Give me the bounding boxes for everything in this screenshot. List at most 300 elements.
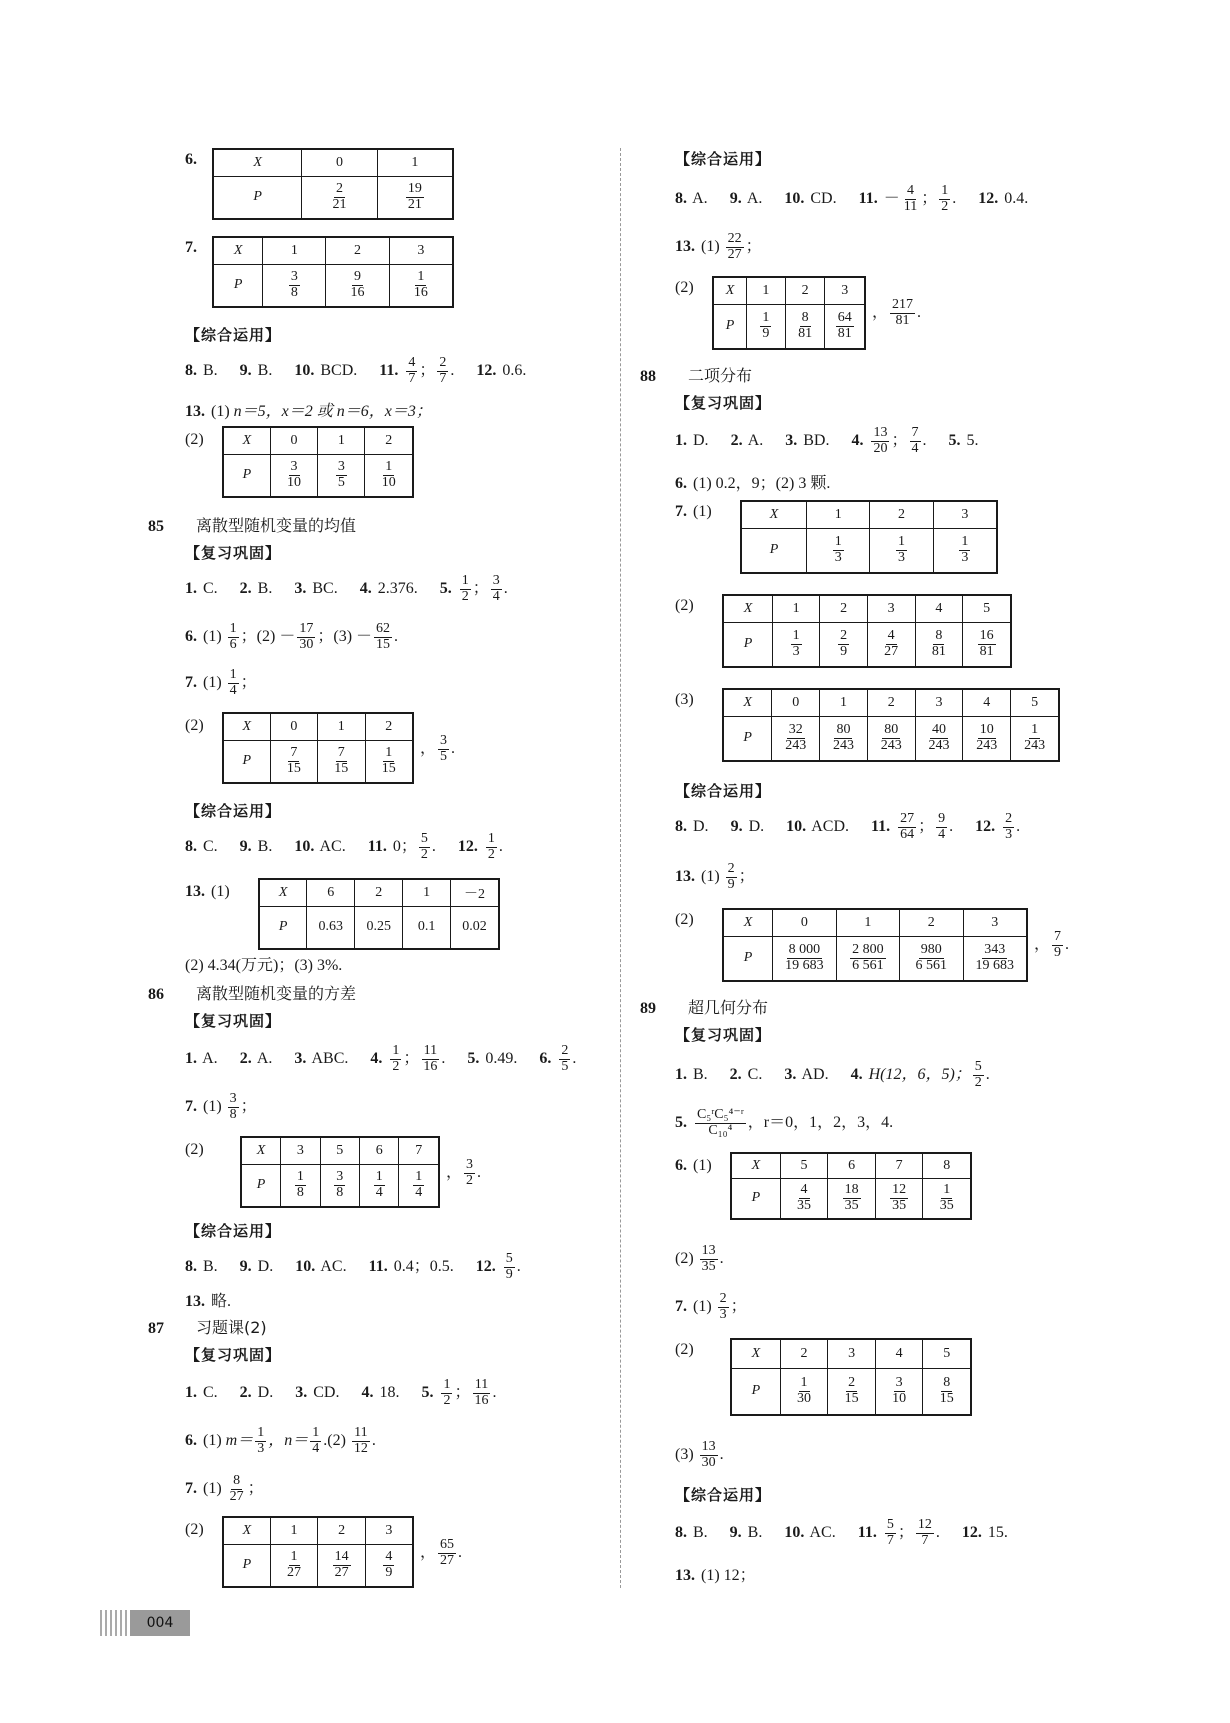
cell-p — [828, 1178, 876, 1219]
column-divider — [620, 148, 621, 1588]
frac-den: 243 — [928, 737, 950, 753]
frac-num: 5 — [974, 1059, 982, 1074]
table-t88-13 — [722, 908, 1028, 982]
frac-num: 3 — [290, 269, 298, 285]
label-85-p2: (2) — [185, 717, 204, 734]
cell-x: 5 — [780, 1153, 828, 1178]
row-p — [213, 176, 453, 219]
frac-num: 1 — [762, 310, 770, 326]
cell-p — [365, 1544, 413, 1587]
frac-den: 16 — [350, 284, 365, 300]
fraction — [838, 629, 849, 659]
cell-p: 0.1 — [403, 906, 451, 949]
heading-zonghe: 【综合运用】 — [185, 326, 282, 344]
cell-p — [318, 454, 365, 497]
cell-p — [915, 622, 963, 667]
frac-num: 1 — [312, 1425, 320, 1440]
cell-x: 0 — [302, 149, 377, 176]
cell-x: 0 — [773, 909, 836, 936]
fraction — [882, 629, 900, 659]
table-t88-7c — [722, 688, 1060, 762]
frac-den: 16 — [474, 1392, 489, 1408]
fraction — [833, 535, 844, 565]
cell-x: 6 — [828, 1153, 876, 1178]
cell-x: 1 — [318, 427, 365, 454]
frac-den: 243 — [1024, 737, 1046, 753]
cell-p — [915, 716, 963, 761]
fraction — [413, 1170, 424, 1200]
fraction — [333, 1550, 351, 1580]
fraction — [331, 182, 349, 212]
cell-x: 2 — [355, 879, 403, 906]
label-89-7-p2: (2) — [675, 1341, 694, 1358]
row-p — [223, 740, 413, 783]
frac-den: 8 — [290, 284, 298, 300]
frac-den: 2 — [461, 588, 469, 604]
cell-x: 3 — [867, 595, 915, 622]
cell-p — [365, 454, 413, 497]
frac-num: 17 — [299, 621, 314, 636]
frac-num: 343 — [984, 942, 1006, 958]
table-t13 — [222, 426, 414, 498]
cell-p — [270, 740, 317, 783]
frac-num: 1 — [257, 1425, 265, 1440]
frac-den: 81 — [798, 325, 813, 341]
row-x — [241, 1137, 439, 1164]
fraction — [978, 629, 996, 659]
row-p — [223, 454, 413, 497]
header-p: P — [723, 716, 772, 761]
frac-den: 21 — [332, 196, 347, 212]
header-x: X — [223, 427, 270, 454]
fraction — [896, 535, 907, 565]
row-p — [741, 528, 997, 573]
fraction — [285, 1550, 303, 1580]
fraction — [795, 1183, 813, 1213]
fraction — [380, 460, 398, 490]
answer-line-13: 13. (1) n＝5，x＝2 或 n＝6，x＝3； — [185, 403, 432, 420]
cell-p: 0.25 — [355, 906, 403, 949]
answer-line-86-8-12: 8. B. 9. D. 10. AC. 11. 0.4；0.5. 12. $\frac{5}{9}$ . — [185, 1251, 521, 1282]
item-7-label: 7. — [185, 239, 197, 256]
cell-p — [825, 304, 865, 349]
answer-line-8-12: 8. B. 9. B. 10. BCD. 11. $\frac{4}{7}$ ； $\frac{2}{7}$ . 12. 0.6. — [185, 355, 527, 386]
frac-num: 1 — [800, 1375, 808, 1391]
frac-num: 1 — [296, 1169, 304, 1185]
fraction — [228, 622, 239, 652]
frac-den: 15 — [939, 1390, 954, 1406]
fraction — [419, 832, 430, 862]
row-x — [723, 595, 1011, 622]
frac-num: 1 — [792, 628, 800, 644]
frac-den: 19 683 — [785, 957, 824, 973]
table-t6 — [212, 148, 454, 220]
frac-den: 9 — [385, 1564, 393, 1580]
cell-p — [302, 176, 377, 219]
cell-x: －2 — [450, 879, 499, 906]
answer-line-86-7: 7. (1) $\frac{3}{8}$ ； — [185, 1091, 257, 1122]
table-t88-7b — [722, 594, 1012, 668]
frac-num: 1 — [943, 1182, 951, 1198]
fraction — [310, 1426, 321, 1456]
cell-x: 2 — [820, 595, 867, 622]
cell-p — [828, 1368, 876, 1415]
fraction — [791, 629, 802, 659]
header-x: X — [741, 501, 807, 528]
frac-den: 15 — [844, 1390, 859, 1406]
cell-x: 3 — [825, 277, 865, 304]
cell-x: 1 — [807, 501, 870, 528]
row-p — [259, 906, 499, 949]
frac-num: 3 — [290, 459, 298, 475]
frac-den: 3 — [792, 643, 800, 659]
answer-86-7-tail: ， $\frac{3}{2}$ . — [446, 1157, 482, 1188]
cell-x: 6 — [360, 1137, 399, 1164]
row-p — [723, 622, 1011, 667]
frac-den: 243 — [785, 737, 807, 753]
frac-num: 16 — [979, 628, 994, 644]
fraction — [836, 311, 854, 341]
cell-x: 4 — [963, 689, 1011, 716]
fraction — [421, 1044, 439, 1074]
cell-x: 1 — [772, 595, 819, 622]
frac-num: 5 — [886, 1517, 894, 1532]
fraction — [890, 1376, 908, 1406]
cell-p — [772, 716, 820, 761]
frac-num: 80 — [884, 722, 899, 738]
answer-87-7-tail: ， $\frac{65}{27}$ . — [420, 1537, 463, 1568]
cell-p — [785, 304, 825, 349]
frac-num: 4 — [887, 628, 895, 644]
row-p — [723, 936, 1027, 981]
row-x — [213, 237, 453, 264]
frac-num: 2 — [336, 181, 344, 197]
frac-den: 9 — [727, 876, 735, 892]
frac-num: 1 — [834, 534, 842, 550]
cell-x: 2 — [326, 237, 389, 264]
cell-p — [807, 528, 870, 573]
fraction — [228, 1092, 239, 1122]
answer-line-89-7c: (3) $\frac{13}{30}$ . — [675, 1439, 724, 1470]
fraction — [437, 356, 448, 386]
header-p: P — [723, 622, 772, 667]
frac-den: 5 — [561, 1058, 569, 1074]
cell-p — [773, 936, 836, 981]
cell-p — [365, 740, 413, 783]
label-88-7-p3: (3) — [675, 691, 694, 708]
frac-num: 4 — [408, 355, 416, 370]
frac-num: 1 — [941, 183, 949, 198]
frac-den: 35 — [797, 1197, 811, 1213]
cell-p — [263, 264, 326, 307]
cell-x: 1 — [403, 879, 451, 906]
frac-den: 12 — [353, 1440, 368, 1456]
fraction — [916, 1518, 934, 1548]
cell-x: 0 — [270, 427, 318, 454]
frac-den: 2 — [941, 198, 949, 214]
frac-num: 7 — [337, 745, 345, 761]
frac-den: 27 — [727, 246, 742, 262]
frac-num: 2 — [561, 1043, 569, 1058]
fraction — [760, 311, 771, 341]
cell-p — [780, 1368, 828, 1415]
row-x — [223, 1517, 413, 1544]
answer-line-87-1-5: 1. C. 2. D. 3. CD. 4. 18. 5. $\frac{1}{2}$ ； $\frac{11}{16}$ . — [185, 1377, 497, 1408]
header-p: P — [741, 528, 807, 573]
frac-num: 7 — [911, 425, 919, 440]
fraction — [406, 182, 424, 212]
section-86: 86 离散型随机变量的方差 — [148, 984, 357, 1003]
cell-p — [963, 716, 1011, 761]
answer-87-13-tail: ， $\frac{217}{81}$ . — [872, 297, 922, 328]
answer-line-89-7: 7. (1) $\frac{2}{3}$ ； — [675, 1291, 747, 1322]
fraction — [850, 943, 886, 973]
frac-den: 4 — [375, 1184, 383, 1200]
fraction — [438, 1538, 456, 1568]
cell-x: 2 — [365, 427, 413, 454]
cell-x: 1 — [377, 149, 453, 176]
frac-num: 8 — [801, 310, 809, 326]
cell-x: 1 — [746, 277, 785, 304]
cell-x: 0 — [772, 689, 820, 716]
answer-line-88-8-12: 8. D. 9. D. 10. ACD. 11. $\frac{27}{64}$ ； $\frac{9}{4}$ . 12. $\frac{2}{3}$ . — [675, 811, 1021, 842]
row-x — [723, 909, 1027, 936]
frac-num: 1 — [898, 534, 905, 550]
heading-zonghe-85: 【综合运用】 — [185, 802, 282, 820]
section-89: 89 超几何分布 — [640, 998, 769, 1017]
frac-den: 27 — [287, 1564, 302, 1580]
frac-num: 80 — [836, 722, 851, 738]
frac-num: 2 — [840, 628, 848, 644]
cell-x: 3 — [389, 237, 453, 264]
answer-line-89-13: 13. (1) 12； — [675, 1567, 756, 1584]
fraction — [700, 1244, 718, 1274]
row-x — [223, 713, 413, 740]
cell-x: 1 — [270, 1517, 318, 1544]
frac-den: 7 — [886, 1532, 894, 1548]
cell-p — [1011, 716, 1059, 761]
frac-num: 12 — [917, 1517, 932, 1532]
cell-x: 0 — [270, 713, 317, 740]
frac-num: C₅ʳC₅⁴⁻ʳ — [697, 1107, 744, 1122]
frac-num: 7 — [1054, 929, 1062, 944]
fraction — [390, 1044, 401, 1074]
cell-x: 1 — [263, 237, 326, 264]
header-x: X — [213, 149, 302, 176]
fraction — [910, 426, 921, 456]
frac-den: 64 — [900, 826, 915, 842]
cell-x: 2 — [365, 713, 413, 740]
section-85: 85 离散型随机变量的均值 — [148, 516, 357, 535]
frac-num: 5 — [505, 1251, 513, 1266]
answer-line-89-6: 6. (1) — [675, 1157, 712, 1174]
cell-p — [923, 1178, 971, 1219]
fraction — [959, 535, 970, 565]
frac-den: 11 — [903, 198, 918, 214]
frac-num: 3 — [895, 1375, 903, 1391]
fraction — [285, 460, 303, 490]
label-88-7-p2: (2) — [675, 597, 694, 614]
cell-p — [963, 936, 1027, 981]
fraction — [974, 943, 1017, 973]
frac-den: 6 — [229, 636, 237, 652]
answer-line-85-6: 6. (1) $\frac{1}{6}$ ；(2) － $\frac{17}{30}$ ；(3) － $\frac{62}{15}$ . — [185, 621, 399, 652]
fraction — [718, 1292, 729, 1322]
frac-den: 4 — [415, 1184, 423, 1200]
frac-num: 1 — [443, 1377, 451, 1392]
header-x: X — [223, 1517, 270, 1544]
page-footer — [100, 1610, 188, 1636]
frac-den: 5 — [337, 474, 345, 490]
fraction — [406, 356, 417, 386]
frac-num: 980 — [920, 942, 942, 958]
cell-x: 4 — [875, 1339, 923, 1368]
frac-den: 7 — [921, 1532, 929, 1548]
frac-den: 27 — [440, 1552, 455, 1568]
frac-den: 16 — [413, 284, 428, 300]
frac-num: 3 — [229, 1091, 237, 1106]
frac-num: 7 — [290, 745, 298, 761]
frac-num: 27 — [900, 811, 915, 826]
cell-p — [746, 304, 785, 349]
heading-fuxi-85: 【复习巩固】 — [185, 544, 282, 562]
fraction — [1003, 812, 1014, 842]
frac-den: 9 — [840, 643, 848, 659]
answer-line-87-7: 7. (1) $\frac{8}{27}$ ； — [185, 1473, 264, 1504]
frac-num: 1 — [487, 831, 495, 846]
frac-den: 8 — [229, 1106, 237, 1122]
fraction — [349, 270, 367, 300]
frac-den: 9 — [505, 1266, 513, 1282]
cell-x: 3 — [365, 1517, 413, 1544]
cell-p — [377, 176, 453, 219]
row-p — [723, 716, 1059, 761]
frac-num: 5 — [420, 831, 428, 846]
frac-num: 1 — [229, 667, 237, 682]
fraction — [902, 184, 919, 214]
frac-num: 8 — [943, 1375, 951, 1391]
cell-x: 2 — [785, 277, 825, 304]
frac-num: 3 — [466, 1157, 474, 1172]
frac-den: 8 — [336, 1184, 344, 1200]
cell-x: 2 — [867, 689, 915, 716]
cell-x: 5 — [923, 1339, 971, 1368]
table-t85-13 — [258, 878, 500, 950]
cell-x: 3 — [963, 909, 1027, 936]
cell-x: 1 — [820, 689, 868, 716]
frac-den: 35 — [892, 1197, 907, 1213]
cell-p — [900, 936, 963, 981]
header-x: X — [213, 237, 263, 264]
frac-num: 10 — [979, 722, 994, 738]
answer-line-88-6: 6. (1) 0.2，9；(2) 3 颗. — [675, 475, 831, 492]
table-t7 — [212, 236, 454, 308]
row-x — [223, 427, 413, 454]
cell-p — [963, 622, 1011, 667]
fraction — [504, 1252, 515, 1282]
cell-p — [399, 1164, 439, 1207]
frac-den: 7 — [439, 370, 447, 386]
fraction — [871, 426, 889, 456]
row-p — [731, 1368, 971, 1415]
cell-x: 3 — [281, 1137, 320, 1164]
label-88-13-p2: (2) — [675, 911, 694, 928]
fraction — [336, 460, 347, 490]
frac-den: 20 — [873, 440, 888, 456]
section-87: 87 习题课(2) — [148, 1318, 267, 1337]
fraction — [228, 1474, 246, 1504]
frac-den: 6 561 — [852, 957, 884, 973]
fraction — [297, 622, 315, 652]
frac-num: 2 — [1005, 811, 1013, 826]
frac-den: 35 — [844, 1197, 859, 1213]
frac-den: 3 — [834, 549, 842, 565]
frac-den: 8 — [296, 1184, 304, 1200]
answer-line-87-6: 6. (1) m＝ $\frac{1}{3}$ ，n＝ $\frac{1}{4}$ .(2) $\frac{11}{12}$ . — [185, 1425, 376, 1456]
frac-den: 27 — [884, 643, 899, 659]
answer-line-85-13: 13. (1) — [185, 883, 230, 900]
fraction — [938, 1183, 956, 1213]
answer-line-89-5: 5. $\frac{\text{C₅ʳC₅⁴⁻ʳ}}{\text{C₁₀⁴}}$ ，r＝0，1，2，3，4. — [675, 1107, 894, 1138]
label-86-p2: (2) — [185, 1141, 204, 1158]
cell-x: 4 — [915, 595, 963, 622]
fraction — [843, 1183, 861, 1213]
frac-den: 35 — [701, 1258, 716, 1274]
cell-p — [923, 1368, 971, 1415]
heading-fuxi-88: 【复习巩固】 — [675, 394, 772, 412]
header-p: P — [241, 1164, 281, 1207]
cell-x: 3 — [828, 1339, 876, 1368]
frac-num: 1 — [290, 1549, 298, 1565]
frac-den: 3 — [961, 549, 969, 565]
fraction — [374, 622, 392, 652]
row-p — [241, 1164, 439, 1207]
cell-p — [772, 622, 819, 667]
header-p: P — [731, 1178, 780, 1219]
header-x: X — [713, 277, 746, 304]
frac-num: 1 — [461, 573, 469, 588]
frac-den: 10 — [381, 474, 396, 490]
table-tr13 — [712, 276, 866, 350]
header-p: P — [259, 906, 307, 949]
cell-x: 3 — [915, 689, 963, 716]
frac-den: 10 — [892, 1390, 907, 1406]
frac-den: 7 — [408, 370, 416, 386]
frac-den: 15 — [381, 760, 396, 776]
row-x — [259, 879, 499, 906]
answer-85-7-tail: ， $\frac{3}{5}$ . — [420, 733, 456, 764]
row-x — [723, 689, 1059, 716]
fraction — [898, 812, 916, 842]
frac-num: 9 — [938, 811, 946, 826]
cell-p — [318, 740, 365, 783]
frac-den: 16 — [423, 1058, 438, 1074]
frac-den: 35 — [939, 1197, 954, 1213]
heading-zonghe-89: 【综合运用】 — [675, 1486, 772, 1504]
header-p: P — [731, 1368, 780, 1415]
frac-num: 11 — [354, 1425, 368, 1440]
row-x — [713, 277, 865, 304]
fraction — [936, 812, 947, 842]
frac-num: 4 — [906, 183, 914, 198]
page-number: 004 — [130, 1610, 190, 1636]
fraction — [726, 862, 737, 892]
fraction — [700, 1440, 718, 1470]
table-t86-7 — [240, 1136, 440, 1208]
heading-zonghe-87: 【综合运用】 — [675, 150, 772, 168]
cell-x: 6 — [307, 879, 355, 906]
heading-zonghe-88: 【综合运用】 — [675, 782, 772, 800]
